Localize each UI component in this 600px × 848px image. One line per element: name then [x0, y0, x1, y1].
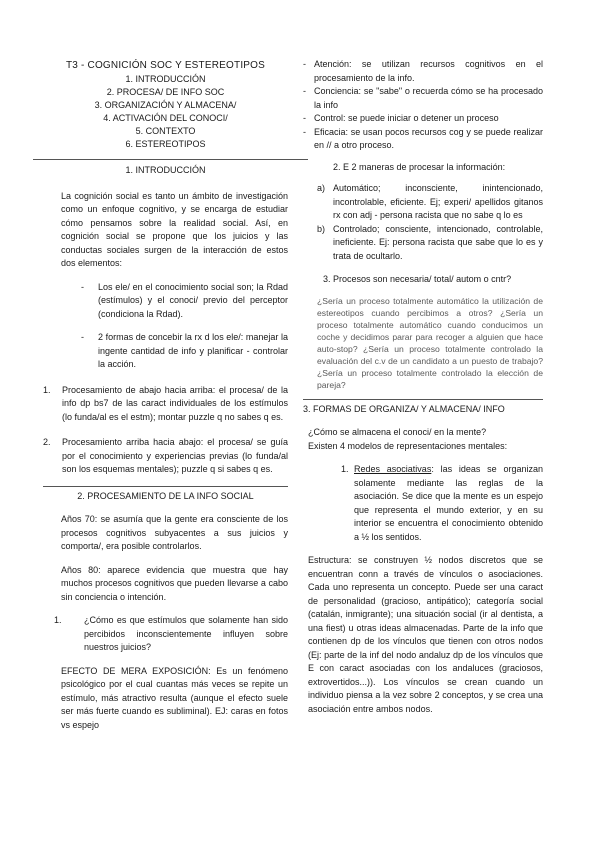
- list-item: [303, 126, 543, 153]
- bullet-dash: -: [303, 86, 306, 96]
- list-item: [43, 331, 288, 372]
- list-text: Controlado; consciente, intencionado, controlable, ineficiente. Ej: persona racista que sabe que lo es y trata de ocultarlo.: [333, 223, 543, 261]
- bullet-dash: -: [303, 126, 306, 137]
- list-item: [43, 436, 288, 477]
- list-item: [43, 281, 288, 322]
- list-item: [303, 85, 543, 112]
- redes-text: : las ideas se organizan solamente mediante las reglas de la asociación. Se dice que la mente es un espejo que representa el mundo exterior, y en su interior se encuentra el conocimiento obtenido a ½ los sentidos.: [354, 464, 543, 542]
- divider: [303, 399, 543, 400]
- toc-item: 6. ESTEREOTIPOS: [125, 139, 206, 150]
- bullet-text: Los ele/ en el conocimiento social son; la Rdad (estímulos) y el conoci/ previo del perceptor (condiciona la Rdad).: [98, 281, 288, 319]
- gray-questions: ¿Sería un proceso totalmente automático la utilización de estereotipos cuando percibimos a otros? ¿Sería un proceso totalmente automático cuando conducimos un coche y decidimos parar para recoger a alguien que hace auto-stop? ¿Sería un proceso totalmente controlado la evaluación del c.v de un candidato a un puesto de trabajo? ¿Sería un proceso totalmente controlado la elección de pareja?: [317, 295, 543, 390]
- bullet-dash: -: [303, 113, 306, 123]
- paragraph-80s: Años 80: aparece evidencia que muestra que hay muchos procesos cognitivos que pueden llevarse a cabo sin conciencia o intención.: [61, 564, 288, 602]
- list-text: Automático; inconsciente, inintencionado, incontrolable, eficiente. Ej; experi/ apellidos gitanos rx con adj - persona racista que no sabe q lo es: [333, 183, 543, 220]
- list-number: 2.: [43, 437, 51, 448]
- toc-item: 2. PROCESA/ DE INFO SOC: [106, 87, 225, 98]
- list-item: [303, 58, 543, 85]
- bullet-text: Atención: se utilizan recursos cognitivos en el procesamiento de la info.: [314, 59, 543, 83]
- list-text: Procesamiento de abajo hacia arriba: el procesa/ de la info dp bs7 de las caract individuales de los estímulos (lo funda/al es el estm); montar puzzle q no sabes q es.: [62, 384, 288, 422]
- toc-item: 5. CONTEXTO: [135, 126, 196, 137]
- bullet-text: 2 formas de concebir la rx d los ele/: manejar la ingente cantidad de info y planificar - controlar la acción.: [98, 332, 288, 370]
- question-text: ¿Cómo es que estímulos que solamente han sido percibidos inconscientemente influyen sobre nuestros juicios?: [84, 615, 288, 653]
- bullet-dash: -: [303, 59, 306, 69]
- toc-item: 3. ORGANIZACIÓN Y ALMACENA/: [94, 100, 237, 111]
- bullet-text: Conciencia: se "sabe" o recuerda cómo se ha procesado la info: [314, 86, 543, 110]
- list-number: 1.: [341, 464, 349, 475]
- list-item: [303, 112, 543, 126]
- left-column: [43, 58, 288, 732]
- bullet-text: Eficacia: se usan pocos recursos cog y se puede realizar en // a otro proceso.: [314, 126, 543, 150]
- list-number: 1.: [54, 615, 62, 626]
- divider: [33, 159, 308, 160]
- list-text: Procesamiento arriba hacia abajo: el procesa/ se guía por el conocimiento y experiencias previas (lo funda/al son los esquemas mentales); puzzle q si sabes q es.: [62, 437, 288, 475]
- table-of-contents: [43, 73, 288, 151]
- intro-heading: 1. INTRODUCCIÓN: [125, 165, 206, 176]
- toc-item: 4. ACTIVACIÓN DEL CONOCI/: [103, 113, 228, 124]
- subheading-two-ways: 2. E 2 maneras de procesar la información:: [333, 161, 506, 172]
- divider: [43, 486, 288, 487]
- bullet-dash: -: [81, 332, 84, 343]
- list-letter: b): [317, 223, 326, 234]
- bullet-text: Control: se puede iniciar o detener un proceso: [314, 113, 499, 123]
- section-heading: 3. FORMAS DE ORGANIZA/ Y ALMACENA/ INFO: [303, 403, 505, 414]
- models-intro: Existen 4 modelos de representaciones mentales:: [308, 440, 508, 451]
- storage-question: ¿Cómo se almacena el conoci/ en la mente?: [308, 427, 487, 438]
- list-item: [303, 463, 543, 544]
- list-item: [317, 223, 543, 264]
- right-column: [303, 58, 543, 716]
- paragraph-70s: Años 70: se asumía que la gente era consciente de los procesos cognitivos subyacentes a sus juicios y comporta/, era posible controlarlos.: [61, 514, 288, 552]
- section-heading: 2. PROCESAMIENTO DE LA INFO SOCIAL: [77, 490, 254, 501]
- list-number: 1.: [43, 384, 51, 395]
- toc-item: 1. INTRODUCCIÓN: [125, 74, 206, 84]
- redes-title: Redes asociativas: [354, 464, 432, 475]
- structure-paragraph: Estructura: se construyen ½ nodos discretos que se encuentran conn a través de vínculos o asociaciones. Cada uno representa un concepto. Puede ser una caract de personalidad (gracioso, antipático); categoría social (catalán, inmigrante); una situación social (ir al dentista, a una fiest) u otras ideas almacenadas. Parte de la info que contienen dp de los vínculos que tienen con otros nodos (Ej: parte de la inf del nodo andaluz dp de los vínculos que E con caract asociadas con los andaluces (graciosos, extrovertidos...)). Los vínculos se crean cuando un individuo piensa a la vez sobre 2 conceptos, y se crea una asociación entre ambos nodos.: [308, 555, 543, 714]
- list-item: [317, 182, 543, 223]
- document-title: T3 - COGNICIÓN SOC Y ESTEREOTIPOS: [65, 60, 266, 71]
- list-letter: a): [317, 183, 326, 193]
- mere-exposure-paragraph: EFECTO DE MERA EXPOSICIÓN: Es un fenómeno psicológico por el cual cuantas más veces se repite un estímulo, más atractivo resulta (aunque el efecto suele ser más fuerte cuando es subliminal). EJ: caras en fotos vs espejo: [61, 665, 288, 730]
- intro-paragraph: La cognición social es tanto un ámbito de investigación como un enfoque cognitivo, y se encarga de estudiar cómo pensamos sobre la realidad social. Así, en cognición social se propone que los juicios y las conductas sociales surgen de la interacción de estos dos elementos:: [61, 190, 288, 269]
- subheading-processes: 3. Procesos son necesaria/ total/ autom o cntr?: [323, 274, 512, 284]
- list-item: [43, 384, 288, 425]
- bullet-dash: -: [81, 281, 84, 292]
- question-item: [54, 614, 288, 655]
